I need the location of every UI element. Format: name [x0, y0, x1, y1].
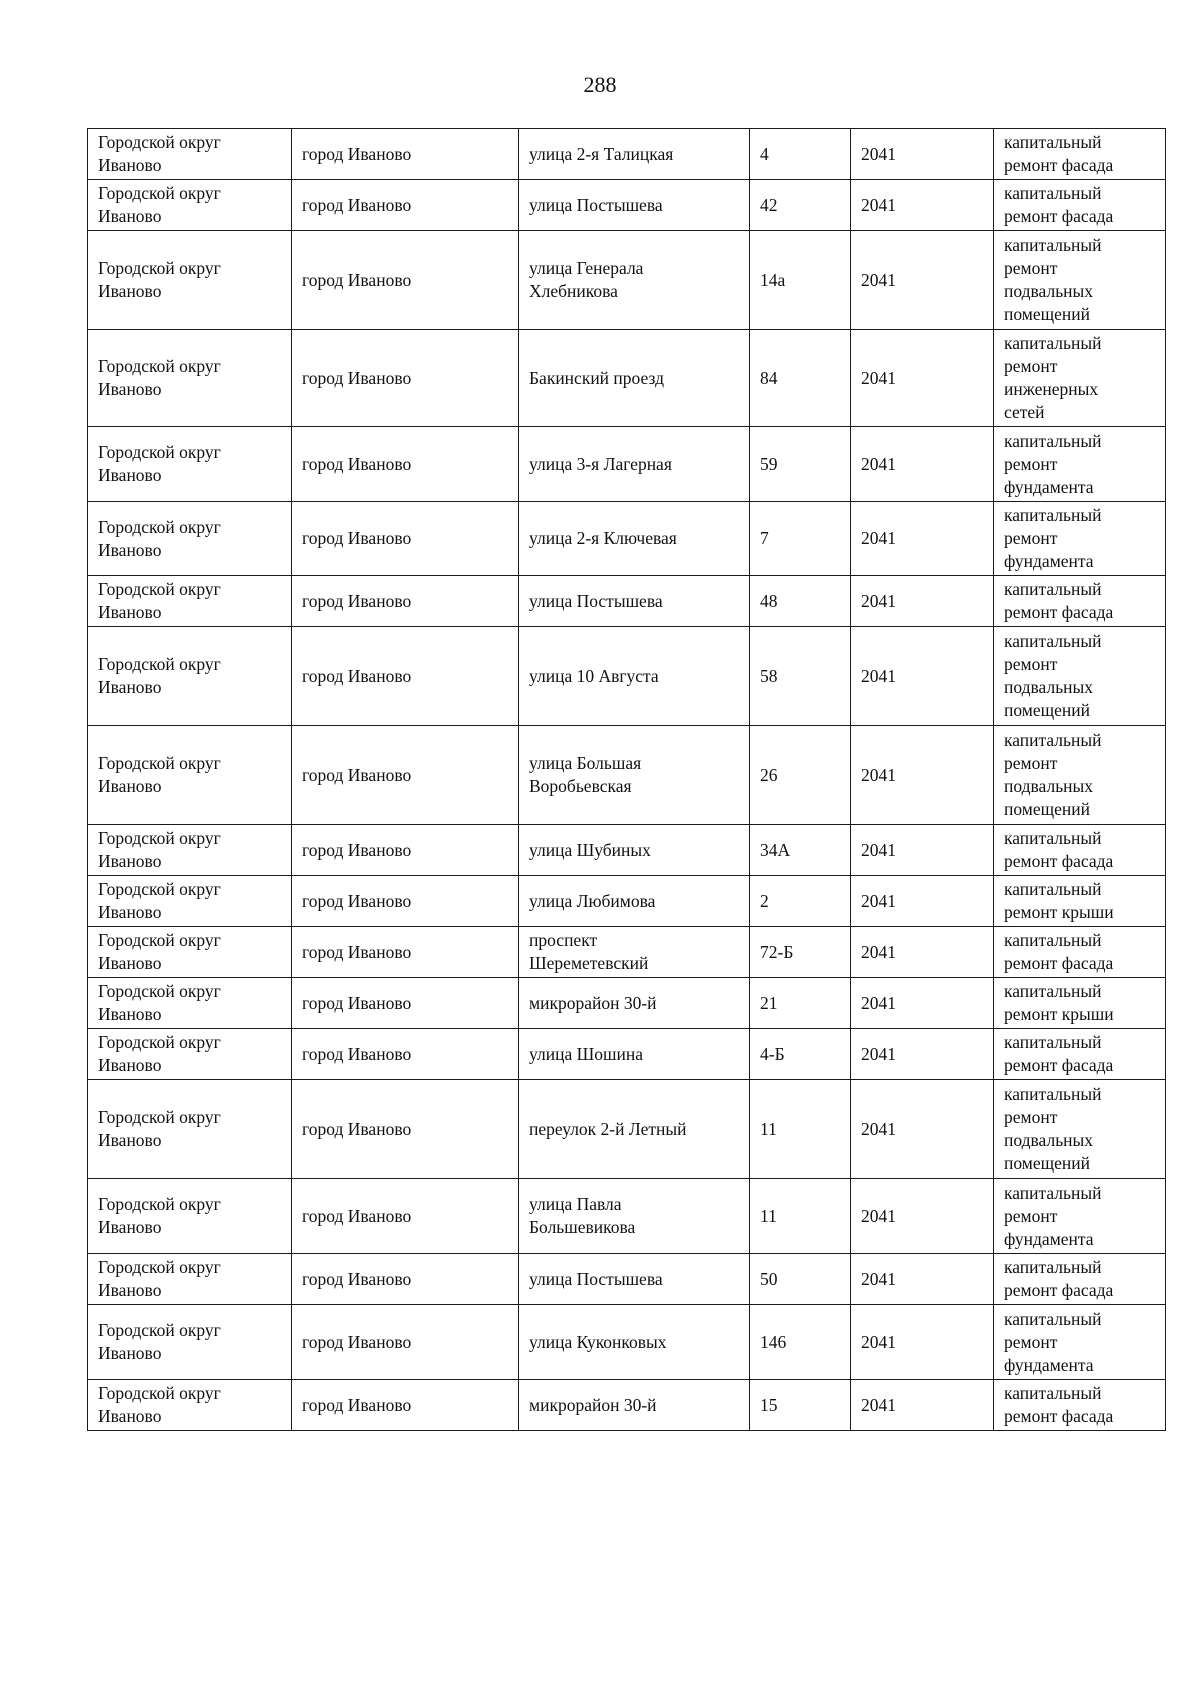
locality-cell: город Иваново — [292, 502, 519, 576]
year-cell: 2041 — [851, 726, 994, 825]
locality-cell: город Иваново — [292, 627, 519, 726]
table-row — [88, 1254, 1166, 1305]
locality-cell: город Иваново — [292, 1179, 519, 1254]
district-cell: Городской округ Иваново — [88, 427, 292, 502]
work-type-cell: капитальный ремонт фасада — [994, 180, 1166, 231]
work-type-cell: капитальный ремонт фасада — [994, 1380, 1166, 1431]
year-cell: 2041 — [851, 502, 994, 576]
house-number-cell: 50 — [750, 1254, 851, 1305]
year-cell: 2041 — [851, 825, 994, 876]
table-row — [88, 825, 1166, 876]
table-row — [88, 927, 1166, 978]
locality-cell: город Иваново — [292, 726, 519, 825]
district-cell: Городской округ Иваново — [88, 502, 292, 576]
year-cell: 2041 — [851, 1254, 994, 1305]
district-cell: Городской округ Иваново — [88, 726, 292, 825]
house-number-cell: 7 — [750, 502, 851, 576]
street-cell: улица 3-я Лагерная — [519, 427, 750, 502]
work-type-cell: капитальный ремонт подвальных помещений — [994, 231, 1166, 330]
street-cell: улица Куконковых — [519, 1305, 750, 1380]
street-cell: улица 10 Августа — [519, 627, 750, 726]
table-row — [88, 180, 1166, 231]
street-cell: улица Большая Воробьевская — [519, 726, 750, 825]
district-cell: Городской округ Иваново — [88, 1305, 292, 1380]
year-cell: 2041 — [851, 129, 994, 180]
work-type-cell: капитальный ремонт подвальных помещений — [994, 627, 1166, 726]
year-cell: 2041 — [851, 180, 994, 231]
house-number-cell: 72-Б — [750, 927, 851, 978]
table-row — [88, 726, 1166, 825]
work-type-cell: капитальный ремонт крыши — [994, 978, 1166, 1029]
house-number-cell: 48 — [750, 576, 851, 627]
work-type-cell: капитальный ремонт фасада — [994, 825, 1166, 876]
locality-cell: город Иваново — [292, 129, 519, 180]
street-cell: улица Постышева — [519, 1254, 750, 1305]
house-number-cell: 4-Б — [750, 1029, 851, 1080]
work-type-cell: капитальный ремонт фундамента — [994, 1305, 1166, 1380]
table-row — [88, 330, 1166, 427]
locality-cell: город Иваново — [292, 330, 519, 427]
work-type-cell: капитальный ремонт фундамента — [994, 427, 1166, 502]
year-cell: 2041 — [851, 978, 994, 1029]
table-row — [88, 1029, 1166, 1080]
work-type-cell: капитальный ремонт фасада — [994, 576, 1166, 627]
work-type-cell: капитальный ремонт фундамента — [994, 1179, 1166, 1254]
district-cell: Городской округ Иваново — [88, 1080, 292, 1179]
work-type-cell: капитальный ремонт фасада — [994, 129, 1166, 180]
street-cell: улица Любимова — [519, 876, 750, 927]
locality-cell: город Иваново — [292, 1254, 519, 1305]
year-cell: 2041 — [851, 231, 994, 330]
district-cell: Городской округ Иваново — [88, 180, 292, 231]
district-cell: Городской округ Иваново — [88, 330, 292, 427]
district-cell: Городской округ Иваново — [88, 1254, 292, 1305]
house-number-cell: 21 — [750, 978, 851, 1029]
street-cell: улица Шубиных — [519, 825, 750, 876]
street-cell: улица Постышева — [519, 180, 750, 231]
street-cell: переулок 2-й Летный — [519, 1080, 750, 1179]
table-row — [88, 627, 1166, 726]
table-row — [88, 231, 1166, 330]
street-cell: улица Павла Большевикова — [519, 1179, 750, 1254]
table-row — [88, 1305, 1166, 1380]
house-number-cell: 34А — [750, 825, 851, 876]
street-cell: Бакинский проезд — [519, 330, 750, 427]
street-cell: улица Генерала Хлебникова — [519, 231, 750, 330]
house-number-cell: 84 — [750, 330, 851, 427]
work-type-cell: капитальный ремонт подвальных помещений — [994, 726, 1166, 825]
year-cell: 2041 — [851, 876, 994, 927]
year-cell: 2041 — [851, 1179, 994, 1254]
house-number-cell: 15 — [750, 1380, 851, 1431]
table-row — [88, 1380, 1166, 1431]
locality-cell: город Иваново — [292, 1380, 519, 1431]
locality-cell: город Иваново — [292, 576, 519, 627]
work-type-cell: капитальный ремонт инженерных сетей — [994, 330, 1166, 427]
year-cell: 2041 — [851, 576, 994, 627]
house-number-cell: 146 — [750, 1305, 851, 1380]
district-cell: Городской округ Иваново — [88, 627, 292, 726]
work-type-cell: капитальный ремонт крыши — [994, 876, 1166, 927]
street-cell: микрорайон 30-й — [519, 978, 750, 1029]
house-number-cell: 11 — [750, 1179, 851, 1254]
house-number-cell: 42 — [750, 180, 851, 231]
district-cell: Городской округ Иваново — [88, 1029, 292, 1080]
table-row — [88, 1179, 1166, 1254]
street-cell: улица 2-я Талицкая — [519, 129, 750, 180]
year-cell: 2041 — [851, 927, 994, 978]
table-row — [88, 576, 1166, 627]
locality-cell: город Иваново — [292, 231, 519, 330]
work-type-cell: капитальный ремонт фасада — [994, 927, 1166, 978]
district-cell: Городской округ Иваново — [88, 876, 292, 927]
table-row — [88, 978, 1166, 1029]
district-cell: Городской округ Иваново — [88, 1179, 292, 1254]
work-type-cell: капитальный ремонт подвальных помещений — [994, 1080, 1166, 1179]
work-type-cell: капитальный ремонт фасада — [994, 1254, 1166, 1305]
locality-cell: город Иваново — [292, 1029, 519, 1080]
district-cell: Городской округ Иваново — [88, 576, 292, 627]
district-cell: Городской округ Иваново — [88, 1380, 292, 1431]
locality-cell: город Иваново — [292, 825, 519, 876]
house-number-cell: 4 — [750, 129, 851, 180]
street-cell: улица Постышева — [519, 576, 750, 627]
table-row — [88, 427, 1166, 502]
year-cell: 2041 — [851, 427, 994, 502]
year-cell: 2041 — [851, 627, 994, 726]
district-cell: Городской округ Иваново — [88, 825, 292, 876]
table-row — [88, 876, 1166, 927]
street-cell: улица 2-я Ключевая — [519, 502, 750, 576]
table-row — [88, 129, 1166, 180]
locality-cell: город Иваново — [292, 1305, 519, 1380]
locality-cell: город Иваново — [292, 1080, 519, 1179]
year-cell: 2041 — [851, 1380, 994, 1431]
district-cell: Городской округ Иваново — [88, 978, 292, 1029]
house-number-cell: 11 — [750, 1080, 851, 1179]
district-cell: Городской округ Иваново — [88, 231, 292, 330]
street-cell: проспект Шереметевский — [519, 927, 750, 978]
district-cell: Городской округ Иваново — [88, 129, 292, 180]
year-cell: 2041 — [851, 1080, 994, 1179]
locality-cell: город Иваново — [292, 927, 519, 978]
table-row — [88, 502, 1166, 576]
district-cell: Городской округ Иваново — [88, 927, 292, 978]
house-number-cell: 26 — [750, 726, 851, 825]
table-row — [88, 1080, 1166, 1179]
locality-cell: город Иваново — [292, 427, 519, 502]
year-cell: 2041 — [851, 1029, 994, 1080]
house-number-cell: 58 — [750, 627, 851, 726]
street-cell: микрорайон 30-й — [519, 1380, 750, 1431]
repair-schedule-table — [87, 128, 1166, 1431]
locality-cell: город Иваново — [292, 180, 519, 231]
year-cell: 2041 — [851, 1305, 994, 1380]
page-number: 288 — [583, 72, 617, 97]
house-number-cell: 59 — [750, 427, 851, 502]
locality-cell: город Иваново — [292, 978, 519, 1029]
street-cell: улица Шошина — [519, 1029, 750, 1080]
house-number-cell: 2 — [750, 876, 851, 927]
table-body — [88, 129, 1166, 1431]
locality-cell: город Иваново — [292, 876, 519, 927]
work-type-cell: капитальный ремонт фундамента — [994, 502, 1166, 576]
work-type-cell: капитальный ремонт фасада — [994, 1029, 1166, 1080]
house-number-cell: 14а — [750, 231, 851, 330]
year-cell: 2041 — [851, 330, 994, 427]
